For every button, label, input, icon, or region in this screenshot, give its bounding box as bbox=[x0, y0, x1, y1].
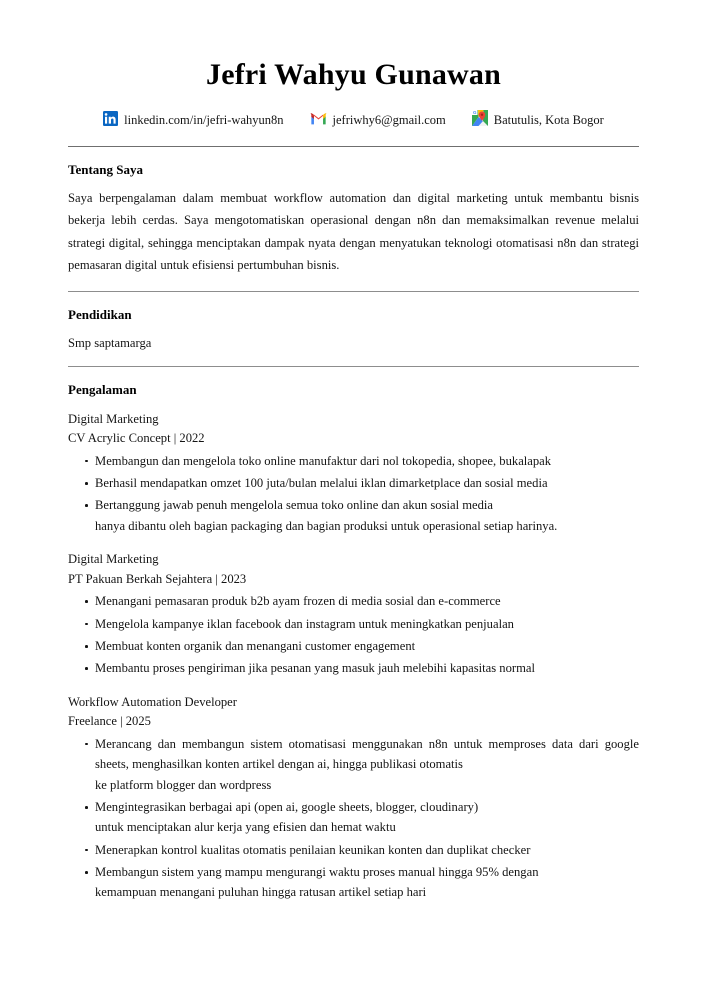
list-item bbox=[68, 658, 639, 678]
experience-item bbox=[68, 693, 639, 903]
section-title-experience: Pengalaman bbox=[68, 381, 137, 397]
list-item bbox=[68, 495, 639, 536]
list-item bbox=[68, 636, 639, 656]
list-item bbox=[68, 451, 639, 471]
divider-education bbox=[68, 366, 639, 367]
section-title-about: Tentang Saya bbox=[68, 162, 144, 177]
contact-email[interactable] bbox=[310, 112, 446, 129]
job-bullets bbox=[68, 591, 639, 679]
bullet-line: Merancang dan membangun sistem otomatisasi menggunakan n8n untuk memproses data dari google sheets, menghasilkan konten artikel dengan ai, hingga publikasi otomatis bbox=[95, 736, 639, 772]
list-item bbox=[68, 797, 639, 838]
divider-about bbox=[68, 291, 639, 292]
job-meta: PT Pakuan Berkah Sejahtera | 2023 bbox=[68, 571, 247, 586]
location-text: Batutulis, Kota Bogor bbox=[493, 112, 604, 127]
section-title-education: Pendidikan bbox=[68, 306, 132, 322]
experience-item bbox=[68, 410, 639, 537]
bullet-line: untuk menciptakan alur kerja yang efisien dan hemat waktu bbox=[95, 820, 396, 835]
linkedin-text: linkedin.com/in/jefri-wahyun8n bbox=[124, 112, 284, 127]
education-entry: Smp saptamarga bbox=[68, 335, 152, 350]
bullet-line: Menerapkan kontrol kualitas otomatis penilaian keunikan konten dan duplikat checker bbox=[95, 842, 531, 857]
job-role: Workflow Automation Developer bbox=[68, 694, 237, 709]
list-item bbox=[68, 614, 639, 634]
bullet-line: Mengelola kampanye iklan facebook dan instagram untuk meningkatkan penjualan bbox=[95, 616, 514, 631]
contact-location[interactable] bbox=[472, 110, 604, 130]
bullet-line: Membantu proses pengiriman jika pesanan yang masuk jauh melebihi kapasitas normal bbox=[95, 661, 535, 676]
job-meta: Freelance | 2025 bbox=[68, 714, 151, 729]
bullet-line: Membuat konten organik dan menangani customer engagement bbox=[95, 638, 416, 653]
job-bullets bbox=[68, 451, 639, 537]
list-item bbox=[68, 734, 639, 795]
bullet-line: ke platform blogger dan wordpress bbox=[95, 777, 272, 792]
contact-linkedin[interactable] bbox=[103, 111, 283, 130]
bullet-line: Membangun dan mengelola toko online manufaktur dari nol tokopedia, shopee, bukalapak bbox=[95, 453, 552, 468]
email-text: jefriwhy6@gmail.com bbox=[332, 112, 446, 127]
divider-header bbox=[68, 146, 639, 147]
job-role: Digital Marketing bbox=[68, 552, 159, 567]
bullet-line: kemampuan menangani puluhan hingga ratusan artikel setiap hari bbox=[95, 885, 427, 900]
about-text: Saya berpengalaman dalam membuat workflow automation dan digital marketing untuk membantu bisnis bekerja lebih cerdas. Saya mengotomatiskan operasional dengan n8n dan memaksimalkan revenue melalui strategi digital, sehingga menciptakan dampak nyata dengan menyatukan teknologi otomatisasi n8n dan strategi pemasaran digital untuk efisiensi pertumbuhan bisnis. bbox=[68, 191, 639, 273]
job-role: Digital Marketing bbox=[68, 411, 159, 426]
svg-text:G: G bbox=[472, 110, 477, 115]
experience-item bbox=[68, 550, 639, 679]
job-meta: CV Acrylic Concept | 2022 bbox=[68, 431, 205, 446]
linkedin-icon bbox=[103, 111, 118, 130]
google-maps-icon bbox=[472, 110, 488, 130]
contact-bar bbox=[68, 110, 639, 130]
bullet-line: hanya dibantu oleh bagian packaging dan bagian produksi untuk operasional setiap harinya. bbox=[95, 518, 558, 533]
bullet-line: Mengintegrasikan berbagai api (open ai, google sheets, blogger, cloudinary) bbox=[95, 799, 479, 814]
list-item bbox=[68, 473, 639, 493]
list-item bbox=[68, 591, 639, 611]
bullet-line: Membangun sistem yang mampu mengurangi waktu proses manual hingga 95% dengan bbox=[95, 865, 539, 880]
bullet-line: Menangani pemasaran produk b2b ayam frozen di media sosial dan e-commerce bbox=[95, 594, 501, 609]
job-bullets bbox=[68, 734, 639, 903]
bullet-line: Bertanggung jawab penuh mengelola semua toko online dan akun sosial media bbox=[95, 498, 494, 513]
gmail-icon bbox=[310, 112, 327, 129]
list-item bbox=[68, 840, 639, 860]
bullet-line: Berhasil mendapatkan omzet 100 juta/bulan melalui iklan dimarketplace dan sosial media bbox=[95, 475, 548, 490]
list-item bbox=[68, 862, 639, 903]
page-title: Jefri Wahyu Gunawan bbox=[206, 58, 501, 91]
